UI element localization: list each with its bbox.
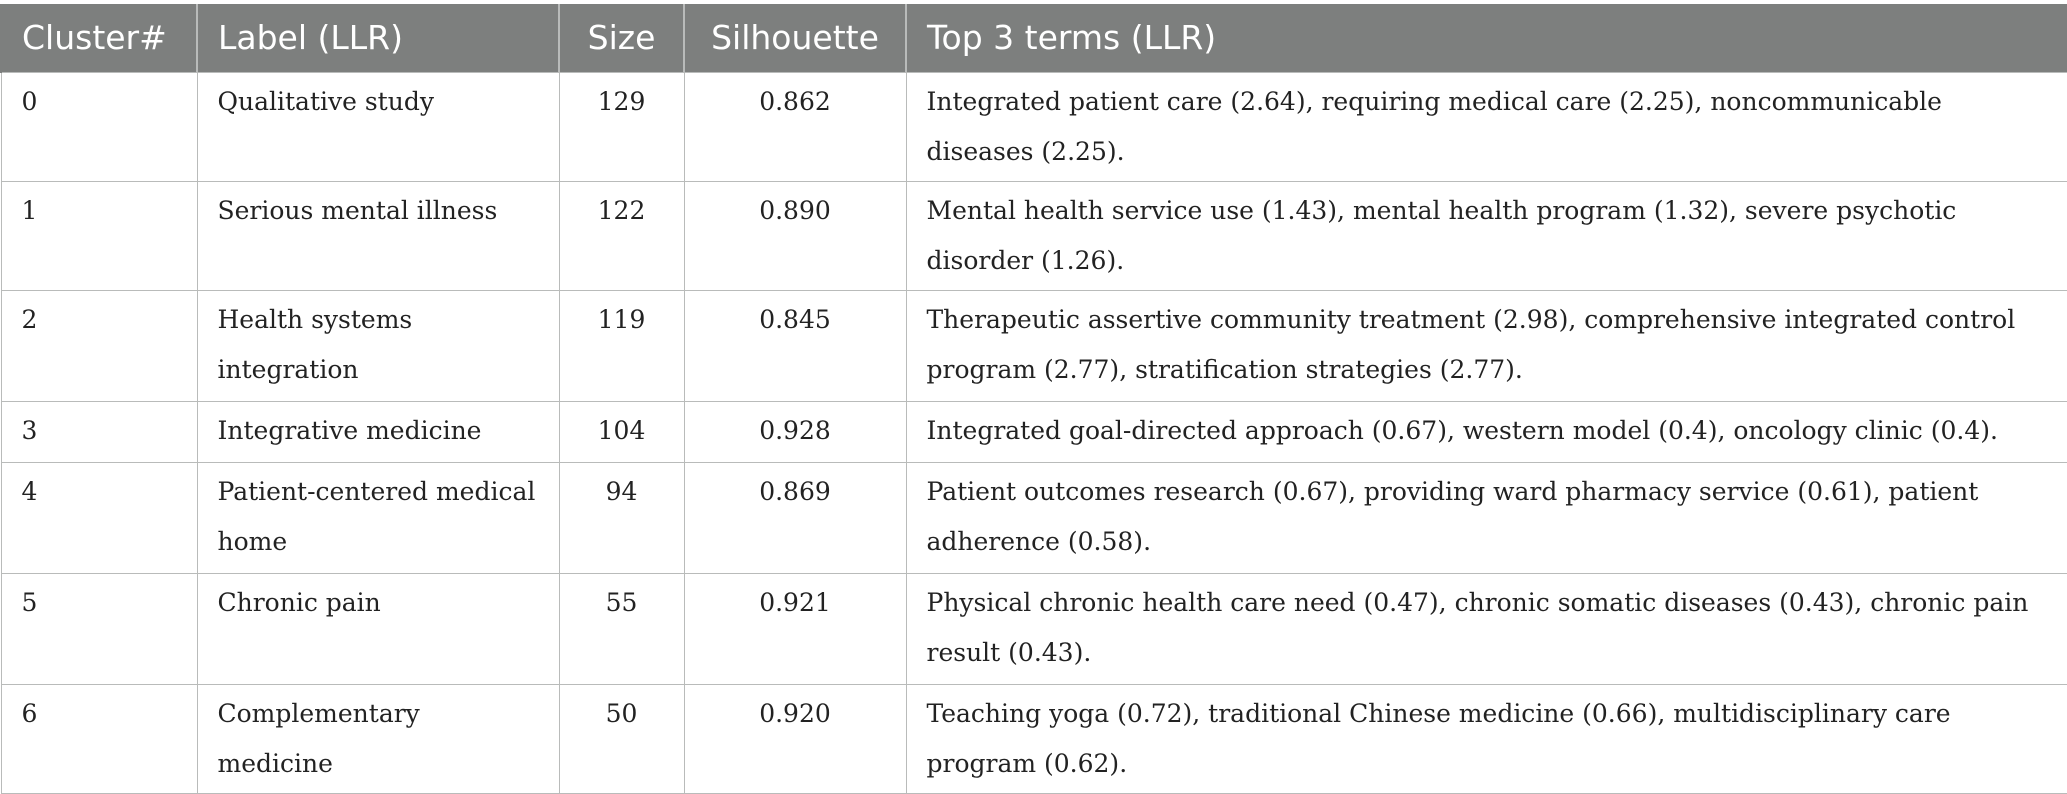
cell-size: 55 [559, 573, 684, 684]
header-terms: Top 3 terms (LLR) [906, 4, 2067, 72]
cell-terms: Teaching yoga (0.72), traditional Chinese medicine (0.66), multidisciplinary care program (0.62). [906, 684, 2067, 793]
table-row [1, 462, 2067, 573]
cell-cluster: 3 [1, 401, 197, 462]
table-body [1, 72, 2067, 793]
cell-cluster: 4 [1, 462, 197, 573]
header-label: Label (LLR) [197, 4, 559, 72]
cell-label: Integrative medicine [197, 401, 559, 462]
header-cluster: Cluster# [1, 4, 197, 72]
cell-cluster: 1 [1, 181, 197, 290]
cell-silhouette: 0.928 [684, 401, 906, 462]
table-row [1, 684, 2067, 793]
table-row [1, 573, 2067, 684]
cell-cluster: 2 [1, 290, 197, 401]
table-row [1, 290, 2067, 401]
cell-label: Qualitative study [197, 72, 559, 181]
cell-cluster: 5 [1, 573, 197, 684]
cell-terms: Physical chronic health care need (0.47), chronic somatic diseases (0.43), chronic pain result (0.43). [906, 573, 2067, 684]
header-silhouette: Silhouette [684, 4, 906, 72]
cell-size: 129 [559, 72, 684, 181]
cell-terms: Therapeutic assertive community treatment (2.98), comprehensive integrated control program (2.77), stratification strategies (2.77). [906, 290, 2067, 401]
cell-silhouette: 0.920 [684, 684, 906, 793]
cell-size: 119 [559, 290, 684, 401]
cell-cluster: 0 [1, 72, 197, 181]
header-size: Size [559, 4, 684, 72]
table-row [1, 72, 2067, 181]
cell-terms: Integrated goal-directed approach (0.67), western model (0.4), oncology clinic (0.4). [906, 401, 2067, 462]
cell-silhouette: 0.845 [684, 290, 906, 401]
cell-size: 122 [559, 181, 684, 290]
cell-silhouette: 0.890 [684, 181, 906, 290]
cluster-table [0, 4, 2067, 794]
header-row [1, 4, 2067, 72]
cell-size: 94 [559, 462, 684, 573]
cell-cluster: 6 [1, 684, 197, 793]
table-header [1, 4, 2067, 72]
cell-label: Patient-centered medical home [197, 462, 559, 573]
cell-terms: Mental health service use (1.43), mental health program (1.32), severe psychotic disorder (1.26). [906, 181, 2067, 290]
cell-size: 104 [559, 401, 684, 462]
table-row [1, 181, 2067, 290]
cell-size: 50 [559, 684, 684, 793]
cell-silhouette: 0.862 [684, 72, 906, 181]
cell-label: Serious mental illness [197, 181, 559, 290]
cell-terms: Integrated patient care (2.64), requiring medical care (2.25), noncommunicable diseases (2.25). [906, 72, 2067, 181]
cell-label: Health systems integration [197, 290, 559, 401]
cell-label: Chronic pain [197, 573, 559, 684]
cell-terms: Patient outcomes research (0.67), providing ward pharmacy service (0.61), patient adherence (0.58). [906, 462, 2067, 573]
cell-label: Complementary medicine [197, 684, 559, 793]
cell-silhouette: 0.921 [684, 573, 906, 684]
table-row [1, 401, 2067, 462]
cell-silhouette: 0.869 [684, 462, 906, 573]
